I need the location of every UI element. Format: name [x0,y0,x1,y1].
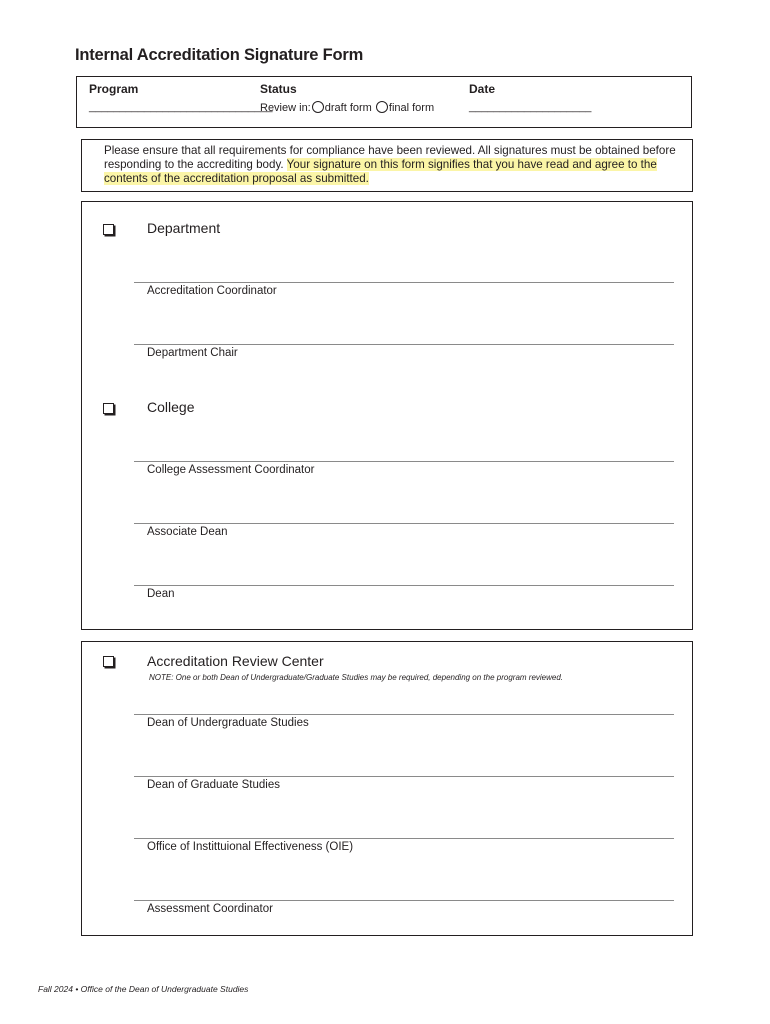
date-column [469,82,591,113]
program-label: Program [89,82,139,96]
program-column [89,82,273,113]
accreditation-coordinator-label: Accreditation Coordinator [147,285,277,297]
draft-form-radio[interactable] [312,101,324,113]
department-chair-label: Department Chair [147,347,238,359]
compliance-notice [81,139,693,192]
signature-line[interactable] [134,585,674,586]
assessment-coordinator-label: Assessment Coordinator [147,903,273,915]
associate-dean-label: Associate Dean [147,526,228,538]
signature-line[interactable] [134,461,674,462]
college-assessment-coordinator-label: College Assessment Coordinator [147,464,315,476]
status-label: Status [260,82,297,96]
signature-line[interactable] [134,344,674,345]
status-column [260,82,434,114]
notice-text: Please ensure that all requirements for compliance have been reviewed. All signatures must be obtained before responding to the accrediting body. [104,144,676,171]
department-checkbox[interactable] [103,224,114,235]
date-field[interactable]: ____________________ [469,101,592,113]
final-form-radio[interactable] [376,101,388,113]
review-center-checkbox[interactable] [103,656,114,667]
signature-line[interactable] [134,900,674,901]
form-title: Internal Accreditation Signature Form [75,46,364,64]
review-note: NOTE: One or both Dean of Undergraduate/Graduate Studies may be required, depending on the program reviewed. [149,673,564,682]
review-center-box [81,641,693,936]
college-title: College [147,399,195,415]
page-footer: Fall 2024 • Office of the Dean of Undergraduate Studies [38,984,249,994]
review-center-title: Accreditation Review Center [147,653,324,669]
review-in-label: Review in: [260,102,311,114]
signature-line[interactable] [134,714,674,715]
department-college-box [81,201,693,630]
notice-highlight: Your signature on this form signifies that you have read and agree to the contents of the accreditation proposal as submitted. [104,158,657,185]
draft-form-label: draft form [324,102,372,114]
dean-graduate-label: Dean of Graduate Studies [147,779,280,791]
oie-label: Office of Instittuional Effectiveness (OIE) [147,841,354,853]
status-options [260,101,434,114]
final-form-label: final form [388,102,435,114]
program-field[interactable]: ______________________________ [89,101,273,113]
dean-undergraduate-label: Dean of Undergraduate Studies [147,717,309,729]
form-header-box [76,76,692,128]
college-checkbox[interactable] [103,403,114,414]
dean-label: Dean [147,588,175,600]
signature-line[interactable] [134,776,674,777]
signature-line[interactable] [134,838,674,839]
signature-line[interactable] [134,282,674,283]
date-label: Date [469,82,496,96]
signature-line[interactable] [134,523,674,524]
department-title: Department [147,220,221,236]
